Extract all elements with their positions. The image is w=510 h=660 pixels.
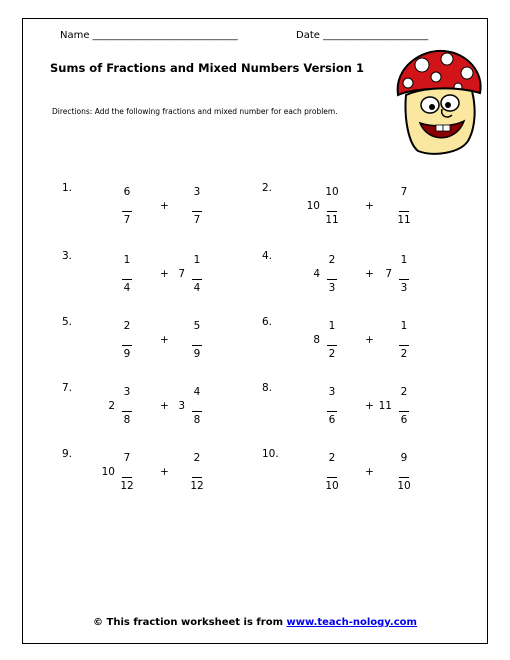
numerator: 1: [123, 254, 131, 266]
denominator: 11: [397, 214, 411, 226]
denominator: 12: [190, 480, 204, 492]
numerator: 3: [123, 386, 131, 398]
numerator: 2: [328, 452, 336, 464]
numerator: 1: [193, 254, 201, 266]
numerator: 2: [328, 254, 336, 266]
problem-number: 2.: [262, 182, 273, 194]
denominator: 6: [400, 414, 408, 426]
numerator: 3: [328, 386, 336, 398]
fraction-bar: [122, 345, 132, 346]
denominator: 4: [193, 282, 201, 294]
fraction-bar: [122, 411, 132, 412]
fraction-bar: [399, 211, 409, 212]
whole-number: 2: [108, 400, 115, 412]
problem-number: 5.: [62, 316, 73, 328]
plus-sign: +: [365, 466, 374, 478]
fraction-bar: [327, 477, 337, 478]
denominator: 2: [328, 348, 336, 360]
plus-sign: +: [160, 466, 169, 478]
plus-sign: +: [160, 268, 169, 280]
numerator: 2: [123, 320, 131, 332]
fraction-bar: [399, 411, 409, 412]
fraction-bar: [192, 211, 202, 212]
whole-number: 10: [306, 200, 320, 212]
problem-number: 6.: [262, 316, 273, 328]
numerator: 10: [325, 186, 339, 198]
plus-sign: +: [365, 400, 374, 412]
fraction-bar: [327, 345, 337, 346]
whole-number: 7: [178, 268, 185, 280]
denominator: 10: [397, 480, 411, 492]
plus-sign: +: [365, 268, 374, 280]
problem-number: 8.: [262, 382, 273, 394]
fraction-bar: [399, 345, 409, 346]
numerator: 3: [193, 186, 201, 198]
date-field-label: Date _____________________: [296, 30, 429, 41]
fraction-bar: [192, 477, 202, 478]
worksheet-title: Sums of Fractions and Mixed Numbers Version 1: [50, 61, 364, 75]
plus-sign: +: [160, 400, 169, 412]
fraction-bar: [327, 211, 337, 212]
denominator: 9: [193, 348, 201, 360]
numerator: 9: [400, 452, 408, 464]
numerator: 6: [123, 186, 131, 198]
denominator: 12: [120, 480, 134, 492]
fraction-bar: [399, 477, 409, 478]
denominator: 3: [328, 282, 336, 294]
denominator: 7: [123, 214, 131, 226]
numerator: 7: [123, 452, 131, 464]
mushroom-mascot-icon: [392, 47, 484, 155]
problem-number: 7.: [62, 382, 73, 394]
footer-credit: [0, 617, 510, 628]
footer-prefix: © This fraction worksheet is from: [93, 617, 287, 628]
fraction-bar: [122, 211, 132, 212]
whole-number: 4: [313, 268, 320, 280]
problem-number: 9.: [62, 448, 73, 460]
denominator: 3: [400, 282, 408, 294]
plus-sign: +: [365, 200, 374, 212]
whole-number: 10: [101, 466, 115, 478]
numerator: 1: [400, 320, 408, 332]
numerator: 5: [193, 320, 201, 332]
fraction-bar: [192, 279, 202, 280]
whole-number: 3: [178, 400, 185, 412]
problem-number: 3.: [62, 250, 73, 262]
numerator: 1: [400, 254, 408, 266]
fraction-bar: [327, 411, 337, 412]
problem-number: 10.: [262, 448, 279, 460]
fraction-bar: [122, 279, 132, 280]
denominator: 8: [193, 414, 201, 426]
whole-number: 11: [378, 400, 392, 412]
fraction-bar: [399, 279, 409, 280]
name-field-label: Name _____________________________: [60, 30, 238, 41]
plus-sign: +: [365, 334, 374, 346]
fraction-bar: [122, 477, 132, 478]
denominator: 8: [123, 414, 131, 426]
whole-number: 7: [385, 268, 392, 280]
problem-number: 1.: [62, 182, 73, 194]
problem-number: 4.: [262, 250, 273, 262]
numerator: 2: [400, 386, 408, 398]
numerator: 2: [193, 452, 201, 464]
whole-number: 8: [313, 334, 320, 346]
fraction-bar: [192, 411, 202, 412]
plus-sign: +: [160, 334, 169, 346]
denominator: 10: [325, 480, 339, 492]
denominator: 4: [123, 282, 131, 294]
numerator: 4: [193, 386, 201, 398]
numerator: 7: [400, 186, 408, 198]
numerator: 1: [328, 320, 336, 332]
teach-nology-link[interactable]: www.teach-nology.com: [286, 617, 417, 628]
denominator: 9: [123, 348, 131, 360]
denominator: 11: [325, 214, 339, 226]
directions-text: Directions: Add the following fractions and mixed number for each problem.: [52, 107, 338, 116]
plus-sign: +: [160, 200, 169, 212]
fraction-bar: [327, 279, 337, 280]
denominator: 7: [193, 214, 201, 226]
fraction-bar: [192, 345, 202, 346]
denominator: 2: [400, 348, 408, 360]
denominator: 6: [328, 414, 336, 426]
